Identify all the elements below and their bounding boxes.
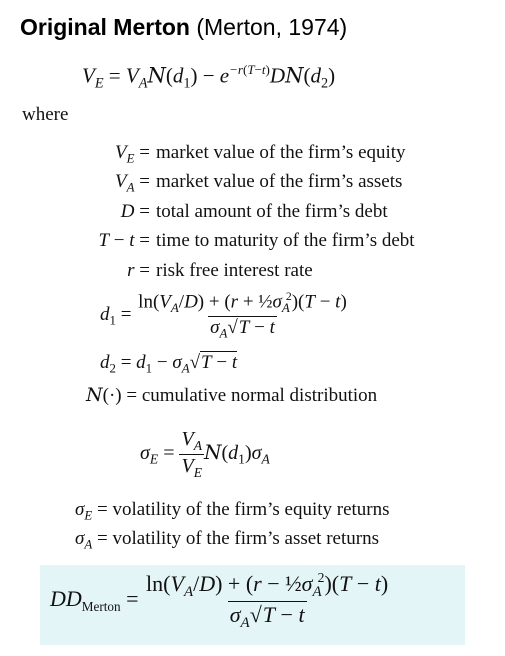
slide-title [20,14,347,41]
asset-volatility-definition: $\sigma_A$ = volatility of the firm’s asset returns [75,528,379,552]
equity-volatility-definition: $\sigma_E$ = volatility of the firm’s equity returns [75,499,390,523]
vol-equity-text: volatility of the firm’s equity returns [112,499,390,520]
vol-asset-text: volatility of the firm’s asset returns [112,528,379,549]
title-citation: (Merton, 1974) [189,14,348,40]
definition-text: total amount of the firm’s debt [156,201,388,222]
definition-text: risk free interest rate [156,260,313,281]
normal-cdf-text: cumulative normal distribution [141,385,378,406]
d2-equation: $d_2 = d_1 - \sigma_A√T - t$ [100,352,238,376]
distance-to-default-equation: $DD_{Merton}$ = $\frac{\ln(V_A/D) + (r - \frac{1}{2}\sigma_A^2)(T - t)}{\sigma_A√T - t}$ [50,570,389,632]
dd-subscript: Merton [81,598,121,614]
equity-value-equation: $V_E = V_AN(d_1) - e^{-r(T-t)}DN(d_2)$ [82,62,336,92]
title-bold: Original Merton [20,14,190,40]
definition-text: market value of the firm’s assets [156,171,403,192]
equity-volatility-equation: $\sigma_E$ = $\frac{V_A}{V_E}$ $N(d_1)\sigma_A$ [140,428,270,480]
where-label: where [22,104,69,125]
definition-text: time to maturity of the firm’s debt [156,230,415,251]
normal-cdf-definition: N(·) = cumulative normal distribution [86,384,378,406]
d1-equation: $d_1$ = $\frac{\ln(V_A/D) + (r + \frac{1}{2}\sigma_A^2)(T - t)}{\sigma_A√T - t}$ [100,290,347,341]
definition-text: market value of the firm’s equity [156,142,406,163]
